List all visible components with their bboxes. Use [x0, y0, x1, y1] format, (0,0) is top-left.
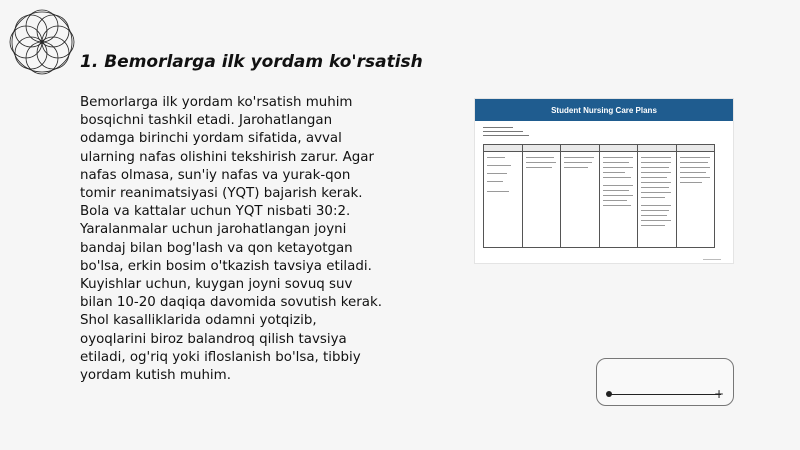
care-plan-column	[676, 145, 715, 247]
body-line: nafas olmasa, sun'iy nafas va yurak-qon	[80, 167, 351, 183]
body-line: Yaralanmalar uchun jarohatlangan joyni	[80, 222, 347, 238]
care-plan-table	[483, 144, 715, 248]
body-line: bo'lsa, erkin bosim o'tkazish tavsiya etiladi.	[80, 258, 372, 274]
timeline-box	[596, 358, 734, 406]
body-line: etiladi, og'riq yoki ifloslanish bo'lsa, tibbiy	[80, 349, 361, 365]
body-line: Shol kasalliklarida odamni yotqizib,	[80, 313, 317, 329]
care-plan-column	[599, 145, 638, 247]
dot-icon	[606, 391, 612, 397]
timeline-line	[609, 394, 721, 395]
body-line: bilan 10-20 daqiqa davomida sovutish kerak.	[80, 295, 383, 311]
body-line: Bola va kattalar uchun YQT nisbati 30:2.	[80, 204, 351, 220]
body-paragraph	[80, 94, 440, 385]
body-line: yordam kutish muhim.	[80, 368, 231, 384]
body-line: Kuyishlar uchun, kuygan joyni sovuq suv	[80, 277, 353, 293]
body-line: bandaj bilan bog'lash va qon ketayotgan	[80, 240, 353, 256]
body-line: ularning nafas olishini tekshirish zarur. Agar	[80, 149, 375, 165]
slide-title: 1. Bemorlarga ilk yordam ko'rsatish	[80, 52, 423, 72]
care-plan-header: Student Nursing Care Plans	[475, 99, 733, 121]
care-plan-column	[522, 145, 561, 247]
body-line: tomir reanimatsiyasi (YQT) bajarish kerak.	[80, 186, 363, 202]
care-plan-column	[560, 145, 599, 247]
plus-icon: +	[713, 387, 725, 401]
body-line: Bemorlarga ilk yordam ko'rsatish muhim	[80, 95, 353, 110]
care-plan-footer	[703, 259, 721, 260]
body-line: oyoqlarini biroz balandroq qilish tavsiya	[80, 331, 347, 347]
care-plan-column	[484, 145, 522, 247]
body-line: bosqichni tashkil etadi. Jarohatlangan	[80, 113, 333, 129]
geometric-circle-logo-icon	[4, 4, 80, 80]
body-line: odamga birinchi yordam sifatida, avval	[80, 131, 342, 147]
care-plan-image	[474, 98, 734, 264]
care-plan-column	[637, 145, 676, 247]
care-plan-meta	[483, 125, 529, 136]
